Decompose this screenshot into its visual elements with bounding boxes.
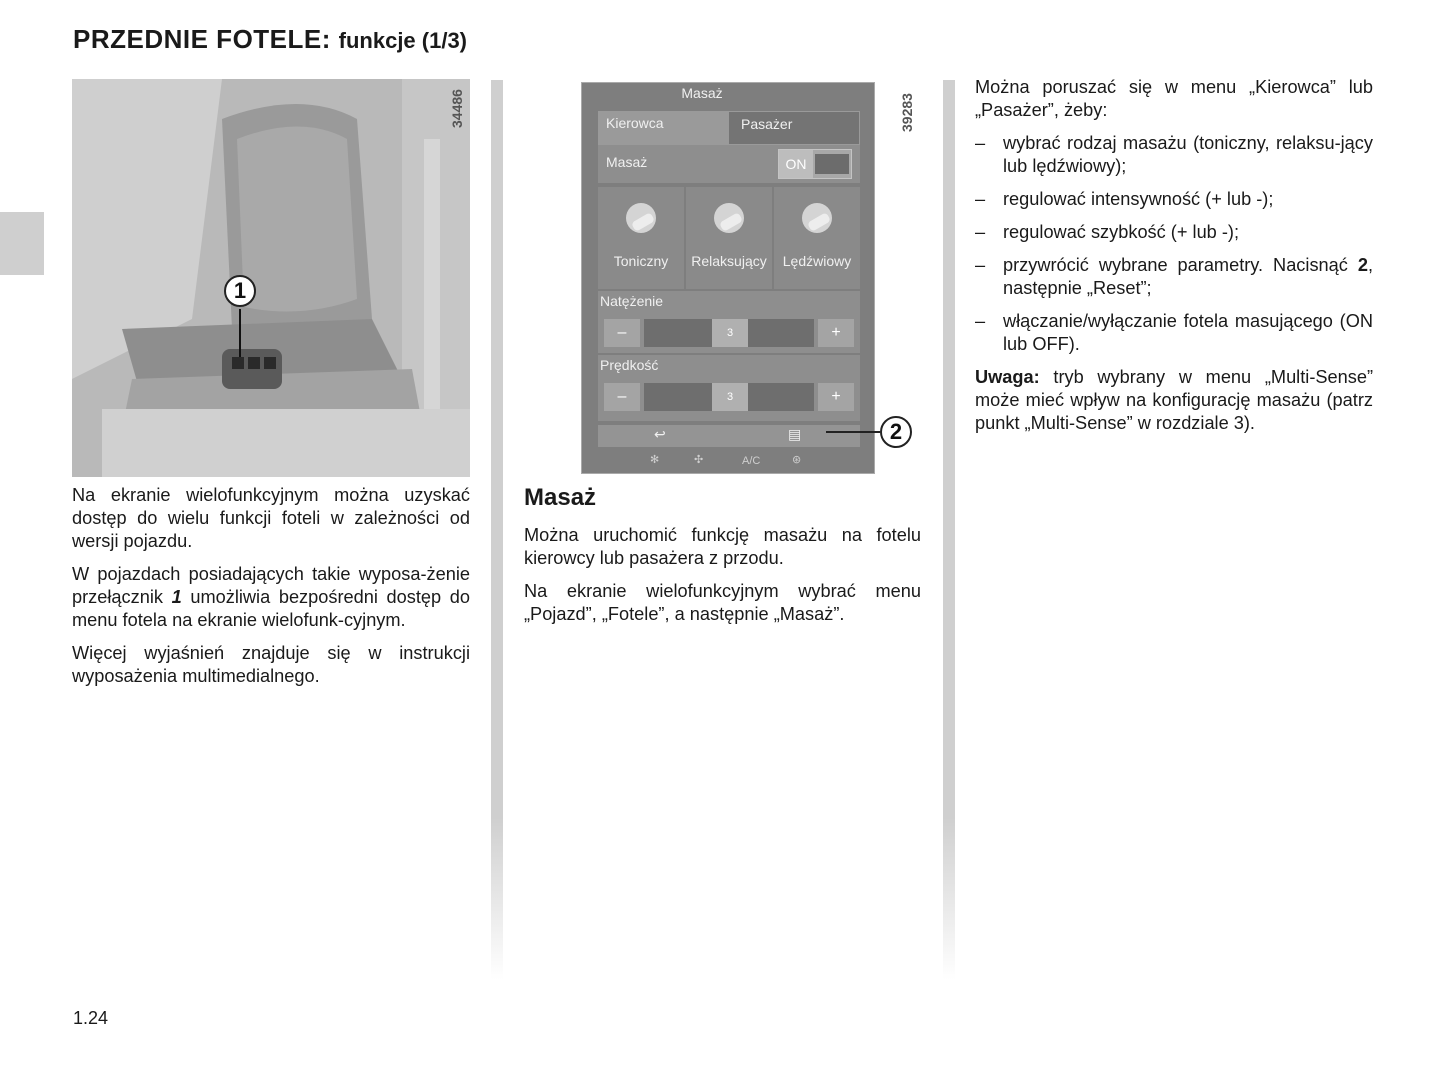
callout-2-leader [826,431,880,433]
mode-relaksujacy[interactable]: Relaksujący [686,187,772,289]
list-item: – regulować szybkość (+ lub -); [975,222,1240,242]
toggle-knob [815,154,849,174]
note-label: Uwaga: [975,367,1040,387]
speed-minus-button[interactable]: – [604,383,640,411]
middle-para-2: Na ekranie wielofunkcyjnym wybrać menu „Pojazd”, „Fotele”, a następnie „Masaż”. [524,581,921,624]
seat-massage-icon [626,203,656,233]
speed-plus-button[interactable]: + [818,383,854,411]
seat-photo [72,79,470,477]
fan-icon-2: ✣ [694,454,704,466]
seat-massage-icon [714,203,744,233]
seat-massage-icon [802,203,832,233]
intensity-minus-button[interactable]: – [604,319,640,347]
mode-ledzwiowy[interactable]: Lędźwiowy [774,187,860,289]
screen-footer-icons [642,451,822,471]
figure-ref-left: 34486 [449,89,465,128]
left-para-3: Więcej wyjaśnień znajduje się w instrukcji wyposażenia multimedialnego. [72,643,470,686]
speed-stepper [604,383,854,411]
reset-menu-icon[interactable]: ▤ [788,426,802,442]
left-para-2: W pojazdach posiadających takie wyposa-żenie przełącznik 1 umożliwia bezpośredni dostęp do menu fotela na ekranie wielofunk-cyjnym. [72,564,470,630]
massage-toggle-on: ON [779,150,813,178]
column-divider-right [943,80,955,980]
massage-screen [581,82,875,474]
massage-toggle[interactable] [778,149,852,179]
page-number: 1.24 [73,1008,109,1028]
right-column-text [975,76,1373,445]
intensity-plus-button[interactable]: + [818,319,854,347]
screen-bottom-bar [598,425,860,447]
right-intro: Można poruszać się w menu „Kierowca” lub „Pasażer”, żeby: [975,77,1373,120]
intensity-value: 3 [712,319,748,347]
title-sub: funkcje (1/3) [338,28,468,53]
intensity-label: Natężenie [600,293,664,309]
callout-1: 1 [224,275,256,307]
screen-tabs [598,111,860,145]
title-main: PRZEDNIE FOTELE: [73,24,331,54]
tab-pasazer[interactable]: Pasażer [728,111,860,145]
massage-modes [598,187,860,289]
speed-value: 3 [712,383,748,411]
list-item: – wybrać rodzaj masażu (toniczny, relaksu-jący lub lędźwiowy); [975,133,1373,176]
fan-icon: ✻ [650,454,660,466]
column-divider-left [491,80,503,980]
page-title [73,24,467,55]
section-tab-marker [0,212,44,275]
list-item: – przywrócić wybrane parametry. Nacisnąć 2, następnie „Reset”; [975,255,1373,298]
feature-list [975,132,1373,356]
left-para-2-ref: 1 [171,587,182,607]
intensity-stepper [604,319,854,347]
back-icon[interactable]: ↩ [654,426,666,442]
list-item: – regulować intensywność (+ lub -); [975,189,1274,209]
screen-title: Masaż [681,85,723,101]
section-heading-masaz: Masaż [524,484,597,511]
left-para-1: Na ekranie wielofunkcyjnym można uzyskać dostęp do wielu funkcji foteli w zależności od wersji pojazdu. [72,485,470,551]
climate-icon: ⊛ [792,454,802,466]
callout-2: 2 [880,416,912,448]
middle-para-1: Można uruchomić funkcję masażu na fotelu kierowcy lub pasażera z przodu. [524,525,921,568]
note-paragraph: Uwaga: tryb wybrany w menu „Multi-Sense” może mieć wpływ na konfigurację masażu (patrz punkt „Multi-Sense” w rozdziale 3). [975,367,1373,433]
figure-ref-middle: 39283 [899,93,915,132]
mode-toniczny[interactable]: Toniczny [598,187,684,289]
list-item: – włączanie/wyłączanie fotela masującego (ON lub OFF). [975,311,1373,354]
speed-label: Prędkość [600,357,659,373]
car-seat-illustration [72,79,470,477]
ac-label: A/C [742,455,761,467]
middle-column-text [524,484,921,636]
tab-kierowca[interactable]: Kierowca [598,111,728,145]
left-column-text [72,484,470,698]
massage-label: Masaż [606,154,648,170]
